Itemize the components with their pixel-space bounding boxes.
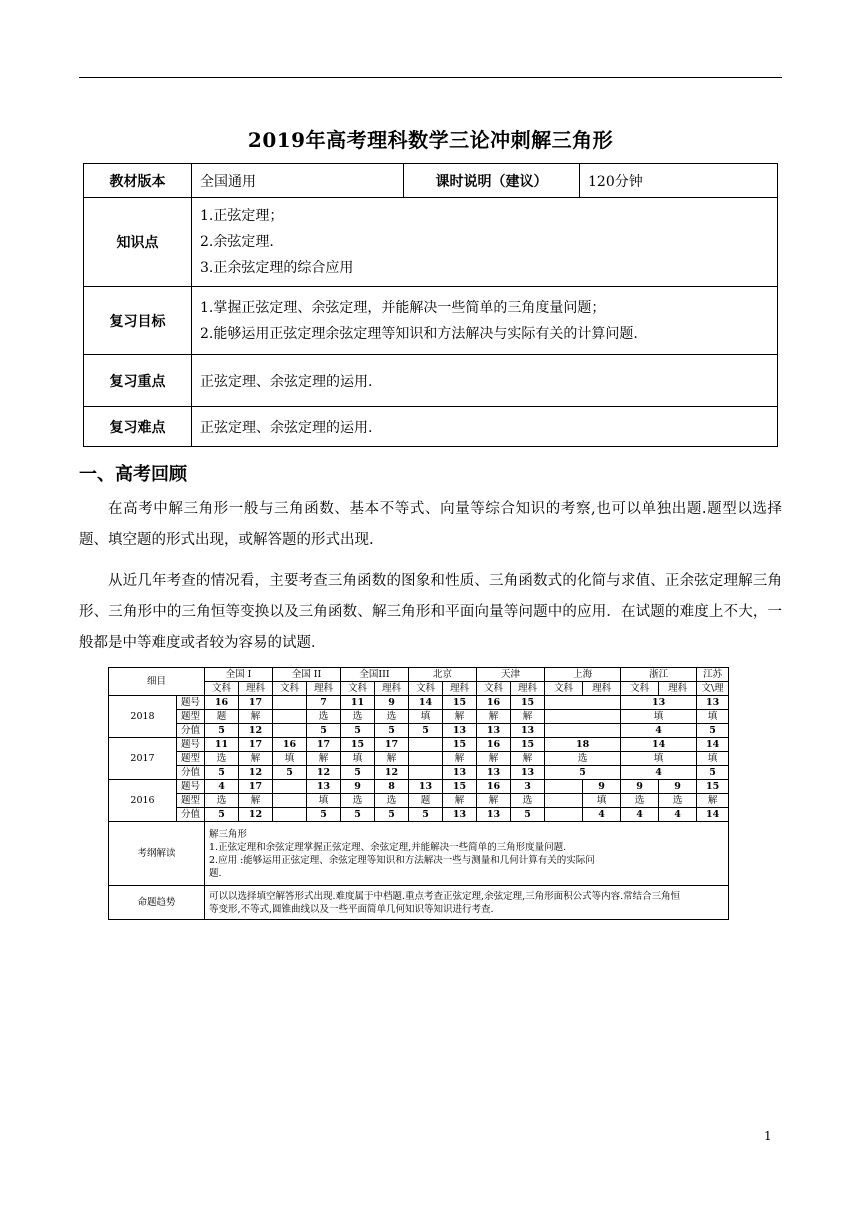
table-cell: [273, 724, 307, 738]
table-cell: [409, 766, 443, 780]
table-cell: 5: [273, 766, 307, 780]
table-cell: [409, 738, 443, 752]
subject-header: 理科: [659, 682, 697, 696]
table-cell: 9: [583, 780, 621, 794]
table-cell: 13: [477, 724, 511, 738]
table-cell: 选: [341, 710, 375, 724]
table-cell: 填: [341, 752, 375, 766]
table-cell: 5: [341, 808, 375, 822]
table-cell: 选: [205, 752, 239, 766]
table-cell: 13: [477, 766, 511, 780]
row-label: 题型: [177, 794, 205, 808]
table-cell: 填: [409, 710, 443, 724]
table-cell: 15: [697, 780, 729, 794]
table-cell: [545, 808, 583, 822]
table-cell: 4: [205, 780, 239, 794]
table-cell: 选: [511, 794, 545, 808]
table-cell: 5: [205, 724, 239, 738]
table-cell: 选: [659, 794, 697, 808]
subject-header: 文科: [341, 682, 375, 696]
table-cell: 11: [341, 696, 375, 710]
table-cell: 12: [239, 808, 273, 822]
table-cell: 解: [239, 794, 273, 808]
region-header: 北京: [409, 668, 477, 682]
table-cell: 3: [511, 780, 545, 794]
region-header: 全国 I: [205, 668, 273, 682]
table-cell: 选: [545, 752, 621, 766]
header-rule: [79, 77, 782, 78]
row-label: 分值: [177, 808, 205, 822]
outline-line: 题.: [209, 867, 222, 879]
outline-text: [205, 822, 729, 886]
subject-header: 文科: [477, 682, 511, 696]
table-cell: [545, 696, 621, 710]
table-cell: 9: [659, 780, 697, 794]
table-cell: [273, 808, 307, 822]
table-cell: 15: [443, 780, 477, 794]
trend-line: 可以以选择填空解答形式出现.难度属于中档题.重点考查正弦定理,余弦定理,三角形面积公式等内容.常结合三角恒: [209, 890, 681, 902]
subject-header: 文科: [409, 682, 443, 696]
table-cell: 4: [659, 808, 697, 822]
table-cell: 13: [409, 780, 443, 794]
subject-header: 文科: [205, 682, 239, 696]
table-cell: 填: [273, 752, 307, 766]
table-cell: 4: [621, 766, 697, 780]
table-cell: 选: [205, 794, 239, 808]
table-cell: 填: [583, 794, 621, 808]
table-cell: 12: [307, 766, 341, 780]
table-cell: 选: [307, 710, 341, 724]
subject-header: 理科: [375, 682, 409, 696]
knowledge-item: 3.正余弦定理的综合应用: [200, 260, 354, 276]
knowledge-label: 知识点: [84, 198, 192, 287]
table-cell: 5: [375, 808, 409, 822]
table-cell: 解: [307, 752, 341, 766]
table-cell: 13: [443, 766, 477, 780]
year-label: 2018: [109, 696, 177, 738]
table-cell: [545, 710, 621, 724]
table-cell: 填: [697, 710, 729, 724]
region-header: 全国III: [341, 668, 409, 682]
table-cell: 5: [341, 724, 375, 738]
table-cell: 解: [477, 710, 511, 724]
table-cell: 15: [511, 738, 545, 752]
year-label: 2016: [109, 780, 177, 822]
table-cell: 16: [205, 696, 239, 710]
subject-header: 文科: [621, 682, 659, 696]
course-info-table: [83, 163, 778, 447]
goal-cell: [192, 287, 778, 355]
region-header: 天津: [477, 668, 545, 682]
table-cell: 17: [307, 738, 341, 752]
table-cell: 17: [239, 738, 273, 752]
table-cell: 题: [409, 794, 443, 808]
table-cell: 12: [239, 724, 273, 738]
paragraph: 从近几年考查的情况看，主要考查三角函数的图象和性质、三角函数式的化简与求值、正余弦定理解三角形、三角形中的三角恒等变换以及三角函数、解三角形和平面向量等问题中的应用．在试题的难度上不大，一般都是中等难度或者较为容易的试题．: [79, 573, 782, 651]
table-cell: 13: [697, 696, 729, 710]
table-cell: 17: [239, 696, 273, 710]
row-label: 题号: [177, 780, 205, 794]
table-cell: 9: [621, 780, 659, 794]
trend-line: 等变形,不等式,圆锥曲线以及一些平面简单几何知识等知识进行考查.: [209, 903, 494, 915]
region-header: 全国 II: [273, 668, 341, 682]
table-cell: [409, 752, 443, 766]
table-cell: 12: [239, 766, 273, 780]
table-cell: 13: [621, 696, 697, 710]
table-cell: 解: [239, 752, 273, 766]
table-cell: 解: [443, 794, 477, 808]
page-number: 1: [764, 1129, 772, 1143]
table-cell: 选: [375, 794, 409, 808]
table-cell: 17: [239, 780, 273, 794]
table-cell: [273, 696, 307, 710]
region-header: 上海: [545, 668, 621, 682]
table-cell: 5: [205, 808, 239, 822]
table-cell: 14: [621, 738, 697, 752]
table-cell: 5: [205, 766, 239, 780]
table-cell: 8: [375, 780, 409, 794]
table-cell: 4: [583, 808, 621, 822]
table-cell: 16: [273, 738, 307, 752]
trend-text: [205, 886, 729, 920]
textbook-value: 全国通用: [192, 164, 404, 198]
goal-label: 复习目标: [84, 287, 192, 355]
outline-line: 2.应用 :能够运用正弦定理、余弦定理等知识和方法解决一些与测量和几何计算有关的实际问: [209, 854, 595, 866]
table-cell: 选: [341, 794, 375, 808]
table-cell: 18: [545, 738, 621, 752]
table-cell: [273, 710, 307, 724]
focus-label: 复习重点: [84, 355, 192, 407]
table-cell: 5: [545, 766, 621, 780]
table-cell: 5: [697, 724, 729, 738]
table-cell: 14: [409, 696, 443, 710]
table-cell: 解: [477, 794, 511, 808]
outline-line: 解三角形: [209, 828, 248, 840]
table-cell: 15: [443, 696, 477, 710]
row-label: 分值: [177, 724, 205, 738]
row-label: 题号: [177, 738, 205, 752]
subject-header: 文科: [545, 682, 583, 696]
table-cell: 13: [511, 724, 545, 738]
region-header: 浙江: [621, 668, 697, 682]
row-label: 题型: [177, 752, 205, 766]
table-cell: 15: [511, 696, 545, 710]
table-cell: 填: [697, 752, 729, 766]
table-cell: 解: [239, 710, 273, 724]
difficulty-value: 正弦定理、余弦定理的运用.: [192, 407, 778, 447]
table-cell: 解: [443, 752, 477, 766]
table-cell: [273, 780, 307, 794]
table-cell: 5: [375, 724, 409, 738]
table-cell: 填: [621, 710, 697, 724]
goal-item: 2.能够运用正弦定理余弦定理等知识和方法解决与实际有关的计算问题.: [200, 325, 638, 342]
table-cell: 14: [697, 738, 729, 752]
outline-label: 考纲解读: [109, 822, 205, 886]
table-cell: 17: [375, 738, 409, 752]
goal-item: 1.掌握正弦定理、余弦定理，并能解决一些简单的三角度量问题；: [200, 299, 606, 316]
table-cell: 15: [443, 738, 477, 752]
table-cell: 解: [697, 794, 729, 808]
table-cell: 5: [697, 766, 729, 780]
table-cell: [545, 724, 621, 738]
document-title: 2019年高考理科数学三论冲刺解三角形: [247, 128, 614, 152]
hours-label: 课时说明（建议）: [404, 164, 580, 198]
table-cell: 4: [621, 808, 659, 822]
table-cell: 13: [443, 724, 477, 738]
subject-header: 理科: [307, 682, 341, 696]
textbook-label: 教材版本: [84, 164, 192, 198]
table-cell: 题: [205, 710, 239, 724]
table-cell: 9: [341, 780, 375, 794]
subject-header: 理科: [583, 682, 621, 696]
table-cell: 13: [511, 766, 545, 780]
hours-value: 120分钟: [580, 164, 778, 198]
year-label: 2017: [109, 738, 177, 780]
table-cell: 9: [375, 696, 409, 710]
table-cell: 解: [511, 710, 545, 724]
table-cell: [273, 794, 307, 808]
table-cell: 解: [443, 710, 477, 724]
subject-header: 文\理: [697, 682, 729, 696]
exam-statistics-table: [108, 667, 729, 920]
table-cell: 15: [341, 738, 375, 752]
knowledge-item: 1.正弦定理；: [200, 208, 284, 224]
trend-label: 命题趋势: [109, 886, 205, 920]
region-header: 江苏: [697, 668, 729, 682]
knowledge-item: 2.余弦定理.: [200, 234, 274, 250]
subject-header: 理科: [239, 682, 273, 696]
table-cell: 5: [307, 724, 341, 738]
outline-line: 1.正弦定理和余弦定理掌握正弦定理、余弦定理,并能解决一些简单的三角形度量问题.: [209, 841, 567, 853]
section-heading: 一、高考回顾: [79, 464, 187, 485]
table-cell: 填: [307, 794, 341, 808]
table-cell: 13: [307, 780, 341, 794]
subject-header: 文科: [273, 682, 307, 696]
table-cell: 5: [511, 808, 545, 822]
corner-header: 细目: [109, 668, 205, 696]
table-cell: 解: [511, 752, 545, 766]
table-cell: 12: [375, 766, 409, 780]
table-cell: 13: [477, 808, 511, 822]
subject-header: 理科: [511, 682, 545, 696]
table-cell: 7: [307, 696, 341, 710]
table-cell: 选: [375, 710, 409, 724]
table-cell: 16: [477, 780, 511, 794]
focus-value: 正弦定理、余弦定理的运用.: [192, 355, 778, 407]
knowledge-cell: [192, 198, 778, 287]
table-cell: 5: [307, 808, 341, 822]
table-cell: 16: [477, 738, 511, 752]
table-cell: 解: [375, 752, 409, 766]
table-cell: 5: [409, 808, 443, 822]
table-cell: 13: [443, 808, 477, 822]
table-cell: 选: [621, 794, 659, 808]
row-label: 分值: [177, 766, 205, 780]
table-cell: [545, 794, 583, 808]
table-cell: 填: [621, 752, 697, 766]
row-label: 题型: [177, 710, 205, 724]
table-cell: 解: [477, 752, 511, 766]
table-cell: 4: [621, 724, 697, 738]
table-cell: 5: [409, 724, 443, 738]
table-cell: [545, 780, 583, 794]
table-cell: 16: [477, 696, 511, 710]
table-cell: 14: [697, 808, 729, 822]
subject-header: 理科: [443, 682, 477, 696]
difficulty-label: 复习难点: [84, 407, 192, 447]
table-cell: 11: [205, 738, 239, 752]
row-label: 题号: [177, 696, 205, 710]
table-cell: 5: [341, 766, 375, 780]
paragraph: 在高考中解三角形一般与三角函数、基本不等式、向量等综合知识的考察,也可以单独出题.题型以选择题、填空题的形式出现，或解答题的形式出现.: [79, 501, 782, 548]
